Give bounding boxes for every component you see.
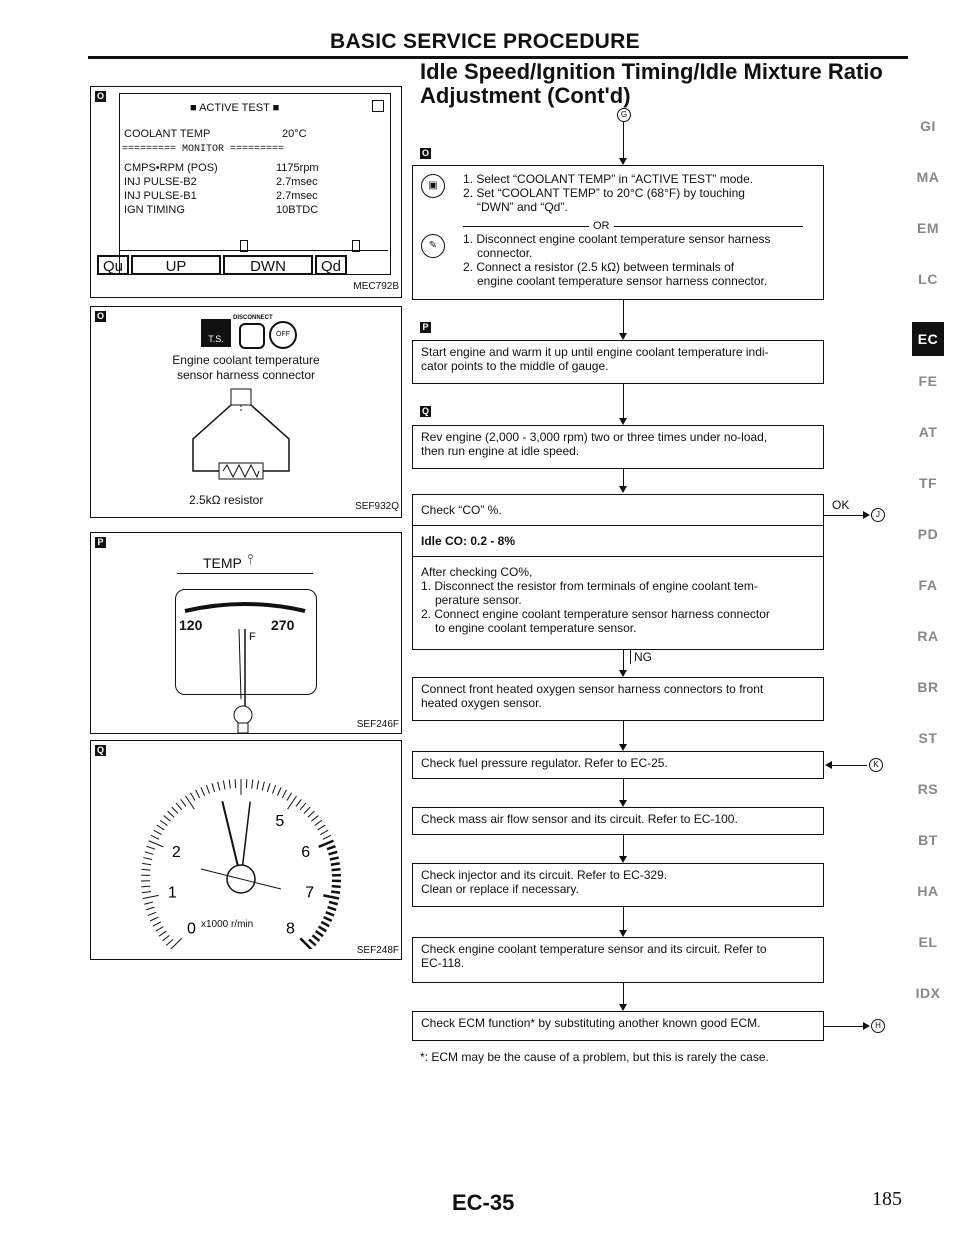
dial-tick [321,922,329,926]
resistor-diagram [171,387,311,487]
figure-id: SEF932Q [355,501,399,512]
after-1: After checking CO%, [421,565,533,579]
footnote: *: ECM may be the cause of a problem, but this is rarely the case. [420,1050,769,1064]
dial-tick [252,780,253,789]
alt-instructions [463,232,771,288]
monitor-value: 2.7msec [276,176,318,188]
check-co-box [412,494,824,650]
step-tag-p: P [95,537,106,548]
dial-tick [181,799,186,806]
dial-tick [201,787,205,795]
heated-oxygen-box [412,677,824,721]
flow-line [623,122,624,160]
dial-label: 5 [275,812,285,830]
maf-text: Check mass air flow sensor and its circuit. Refer to EC-100. [421,812,738,826]
flow-arrow [619,418,627,425]
caption-line-2: sensor harness connector [176,368,316,382]
dial-tick [272,785,275,793]
monitor-row [124,162,384,176]
o-step-2b: “DWN” and “Qd”. [477,200,568,214]
temp-underline [177,573,313,574]
dial-tick [267,783,270,792]
resistor-label: 2.5kΩ resistor [189,493,264,507]
dial-tick [323,895,339,898]
dial-tick [148,912,156,915]
flow-step-o: O [421,148,429,158]
dial-tick [156,927,164,932]
h-arrow [863,1022,870,1030]
ecm-text: Check ECM function* by substituting another known good ECM. [421,1016,761,1030]
step-tag-q: Q [96,745,104,755]
ok-line [824,515,864,516]
consult-instructions [463,172,753,214]
gauge-drawing [175,589,315,739]
dial-tick [145,852,154,854]
flow-arrow [619,744,627,751]
flow-line [623,384,624,422]
dial-tick [318,825,326,830]
dial-tick [324,917,332,921]
monitor-separator: ========= MONITOR ========= [122,144,285,155]
o-alt-2: 2. Connect a resistor (2.5 kΩ) between terminals of [463,260,735,274]
or-divider [463,226,803,227]
active-test-heading: ■ ACTIVE TEST ■ [190,102,280,114]
dial-tick [206,785,209,793]
dial-tick [316,931,323,936]
ect-2: EC-118. [421,956,465,970]
index-tab-st[interactable]: ST [918,730,938,746]
dial-tick [287,793,292,801]
index-tab-pd[interactable]: PD [917,526,939,542]
inj-2: Clean or replace if necessary. [421,882,579,896]
consult-up-button[interactable]: UP [131,255,221,275]
idle-co-spec: Idle CO: 0.2 - 8% [413,525,823,557]
o-step-2: 2. Set “COOLANT TEMP” to 20°C (68°F) by touching [463,186,745,200]
flow-arrow [619,1004,627,1011]
o-alt-1: 1. Disconnect engine coolant temperature sensor harness [463,232,771,246]
step-o-box [412,165,824,300]
after-checking [413,557,823,635]
ok-label: OK [832,498,850,512]
temp-label: TEMP [203,555,242,571]
index-tab-bt[interactable]: BT [918,832,938,848]
dial-tick [168,811,175,817]
o-step-1: 1. Select “COOLANT TEMP” in “ACTIVE TEST” mode. [463,172,754,186]
flow-arrow [619,800,627,807]
dial-tick [149,841,164,847]
step-tag-o: O [96,91,104,101]
monitor-value: 10BTDC [276,204,319,216]
index-tab-el[interactable]: EL [918,934,938,950]
dial-tick [320,830,328,834]
connector-k-icon: K [869,758,883,772]
dial-label: 0 [187,920,196,938]
monitor-rows [124,162,384,218]
step-p-box [412,340,824,384]
tachometer-unit: x1000 r/min [201,919,254,930]
footer-section: EC-35 [452,1190,515,1215]
monitor-value: 2.7msec [276,190,318,202]
index-tab-fe[interactable]: FE [918,373,938,389]
consult-qd-button[interactable]: Qd [315,255,347,275]
dial-tick [296,799,301,806]
dial-tick [332,869,341,870]
monitor-row [124,204,384,218]
inj-1: Check injector and its circuit. Refer to EC-329. [421,868,668,882]
gauge-unit: F [249,631,256,643]
check-co-label: Check “CO” %. [421,503,502,517]
dial-tick [282,790,286,798]
dial-tick [304,807,310,813]
consult-qu-button[interactable]: Qu [97,255,129,275]
monitor-row [124,176,384,190]
dial-tick [144,902,153,904]
dial-tick [150,917,158,921]
after-3: 2. Connect engine coolant temperature sensor harness connector [421,607,770,621]
dial-tick [323,835,331,839]
consult-icon: ▣ [421,174,445,198]
gauge-min: 120 [179,617,203,633]
index-tab-tf[interactable]: TF [918,475,938,491]
monitor-value: 1175rpm [276,162,319,174]
coolant-temp-label: COOLANT TEMP [124,128,211,140]
or-label: OR [589,219,614,233]
figure-id: MEC792B [353,281,399,292]
dial-tick [141,869,150,870]
dial-tick [319,927,327,932]
step-tag-o2: O [96,311,104,321]
dial-tick [151,835,159,839]
after-3b: to engine coolant temperature sensor. [435,621,637,635]
dial-tick [331,891,340,892]
dial-tick [157,825,165,830]
figure-temp-gauge [90,532,402,734]
flow-arrow [619,856,627,863]
screen-checkbox [372,100,384,112]
connector-j-icon: J [871,508,885,522]
dial-tick [154,830,162,834]
index-tab-ec[interactable]: EC [912,322,944,356]
dial-tick [143,858,152,860]
dial-label: 6 [301,844,311,862]
monitor-label: CMPS•RPM (POS) [124,162,218,174]
index-tab-rs[interactable]: RS [917,781,939,797]
thermometer-icon: ⫯ [247,551,254,567]
dial-tick [246,779,247,788]
dial-tick [218,782,220,791]
caption-line-1: Engine coolant temperature [172,353,320,367]
dial-tick [309,939,316,945]
dial-tick [166,939,173,945]
monitor-label: INJ PULSE-B1 [124,190,197,202]
dial-tick [327,846,336,849]
dial-tick [164,816,171,822]
index-tab-br[interactable]: BR [917,679,939,695]
connector-icon [239,323,265,349]
dial-tick [277,787,281,795]
tools-icon: ✎ [421,234,445,258]
off-label: OFF [276,331,290,338]
title-line-2: Adjustment (Cont'd) [420,83,631,108]
index-tab-ra[interactable]: RA [917,628,939,644]
consult-screen [119,93,391,275]
heated-1: Connect front heated oxygen sensor harness connectors to front [421,682,764,696]
dial-tick [190,793,195,801]
connector-h-icon: H [871,1019,885,1033]
q-text-2: then run engine at idle speed. [421,444,580,458]
dial-tick [319,841,334,847]
title-line-1: Idle Speed/Ignition Timing/Idle Mixture Ratio [420,59,883,84]
ts-icon [201,319,231,347]
dial-tick [223,781,225,790]
flow-step-q: Q [421,406,429,416]
key-off-icon [269,321,297,349]
dial-tick [329,852,338,854]
dial-tick [141,886,150,887]
disconnect-label: DISCONNECT [233,315,273,321]
monitor-label: INJ PULSE-B2 [124,176,197,188]
h-line [824,1026,864,1027]
dial-tick [162,935,169,941]
dial-tick [160,820,167,825]
dial-label: 7 [305,884,315,902]
p-text-1: Start engine and warm it up until engine coolant temperature indi- [421,345,769,359]
dial-tick [331,863,340,864]
dial-label: 2 [171,844,181,862]
screen-divider [120,250,388,251]
dial-tick [257,781,259,790]
figure-tachometer [90,740,402,960]
coolant-temp-value: 20°C [282,128,307,140]
dial-tick [153,922,161,926]
ect-box [412,937,824,983]
fuel-text: Check fuel pressure regulator. Refer to EC-25. [421,756,668,770]
dial-tick [326,912,334,915]
flow-arrow [619,333,627,340]
dial-tick [330,858,339,860]
injector-box [412,863,824,907]
after-2: 1. Disconnect the resistor from terminals of engine coolant tem- [421,579,758,593]
figure-resistor-connection [90,306,402,518]
ng-label: NG [630,650,652,664]
after-2b: perature sensor. [435,593,522,607]
k-line [831,765,867,766]
active-test-label: ACTIVE TEST [199,102,270,114]
index-tab-ha[interactable]: HA [917,883,939,899]
dial-tick [262,782,264,791]
dial-tick [328,907,337,910]
section-header: BASIC SERVICE PROCEDURE [330,30,640,53]
figure-id: SEF248F [356,945,399,956]
fuel-regulator-box [412,751,824,779]
figure-consult-active-test [90,86,402,298]
monitor-label: IGN TIMING [124,204,185,216]
dial-tick [329,902,338,904]
dial-tick [300,803,306,810]
index-tab-lc[interactable]: LC [918,271,938,287]
flow-arrow [619,670,627,677]
dial-label: 1 [167,884,177,902]
dial-tick [146,907,155,910]
connector-g-icon: G [617,108,631,122]
heated-2: heated oxygen sensor. [421,696,542,710]
connector-caption [151,353,341,383]
flow-arrow [619,158,627,165]
maf-box [412,807,824,835]
dial-tick [212,783,215,792]
monitor-row [124,190,384,204]
dial-tick [311,816,318,822]
dial-tick [308,811,315,817]
dial-tick [172,807,178,813]
flow-step-p: P [420,322,431,333]
dial-tick [315,820,322,825]
index-tab-idx[interactable]: IDX [915,985,941,1001]
page-title [420,60,883,108]
consult-dwn-button[interactable]: DWN [223,255,313,275]
dial-tick [196,790,200,798]
index-tab-em[interactable]: EM [917,220,939,236]
o-alt-1b: connector. [477,246,533,260]
step-q-box [412,425,824,469]
dial-tick [235,779,236,788]
index-tab-gi[interactable]: GI [920,118,936,134]
dial-tick [142,863,151,864]
ts-label: T.S. [208,334,224,344]
q-text-1: Rev engine (2,000 - 3,000 rpm) two or three times under no-load, [421,430,768,444]
gauge-max: 270 [271,617,295,633]
index-tab-ma[interactable]: MA [916,169,940,185]
dial-tick [312,935,319,941]
figure-id: SEF246F [356,719,399,730]
dial-tick [159,931,166,936]
flow-arrow [619,930,627,937]
index-tab-at[interactable]: AT [918,424,938,440]
page-number: 185 [872,1188,902,1210]
ecm-box [412,1011,824,1041]
dial-tick [147,846,156,849]
dial-tick [229,780,230,789]
p-text-2: cator points to the middle of gauge. [421,359,609,373]
dial-tick [332,886,341,887]
o-alt-2b: engine coolant temperature sensor harness connector. [477,274,768,288]
flow-arrow [619,486,627,493]
index-tab-fa[interactable]: FA [918,577,938,593]
dial-tick [143,895,159,898]
dial-tick [176,803,182,810]
ect-1: Check engine coolant temperature sensor and its circuit. Refer to [421,942,767,956]
dial-tick [142,891,151,892]
dial-label: 8 [286,920,295,938]
ok-arrow [863,511,870,519]
